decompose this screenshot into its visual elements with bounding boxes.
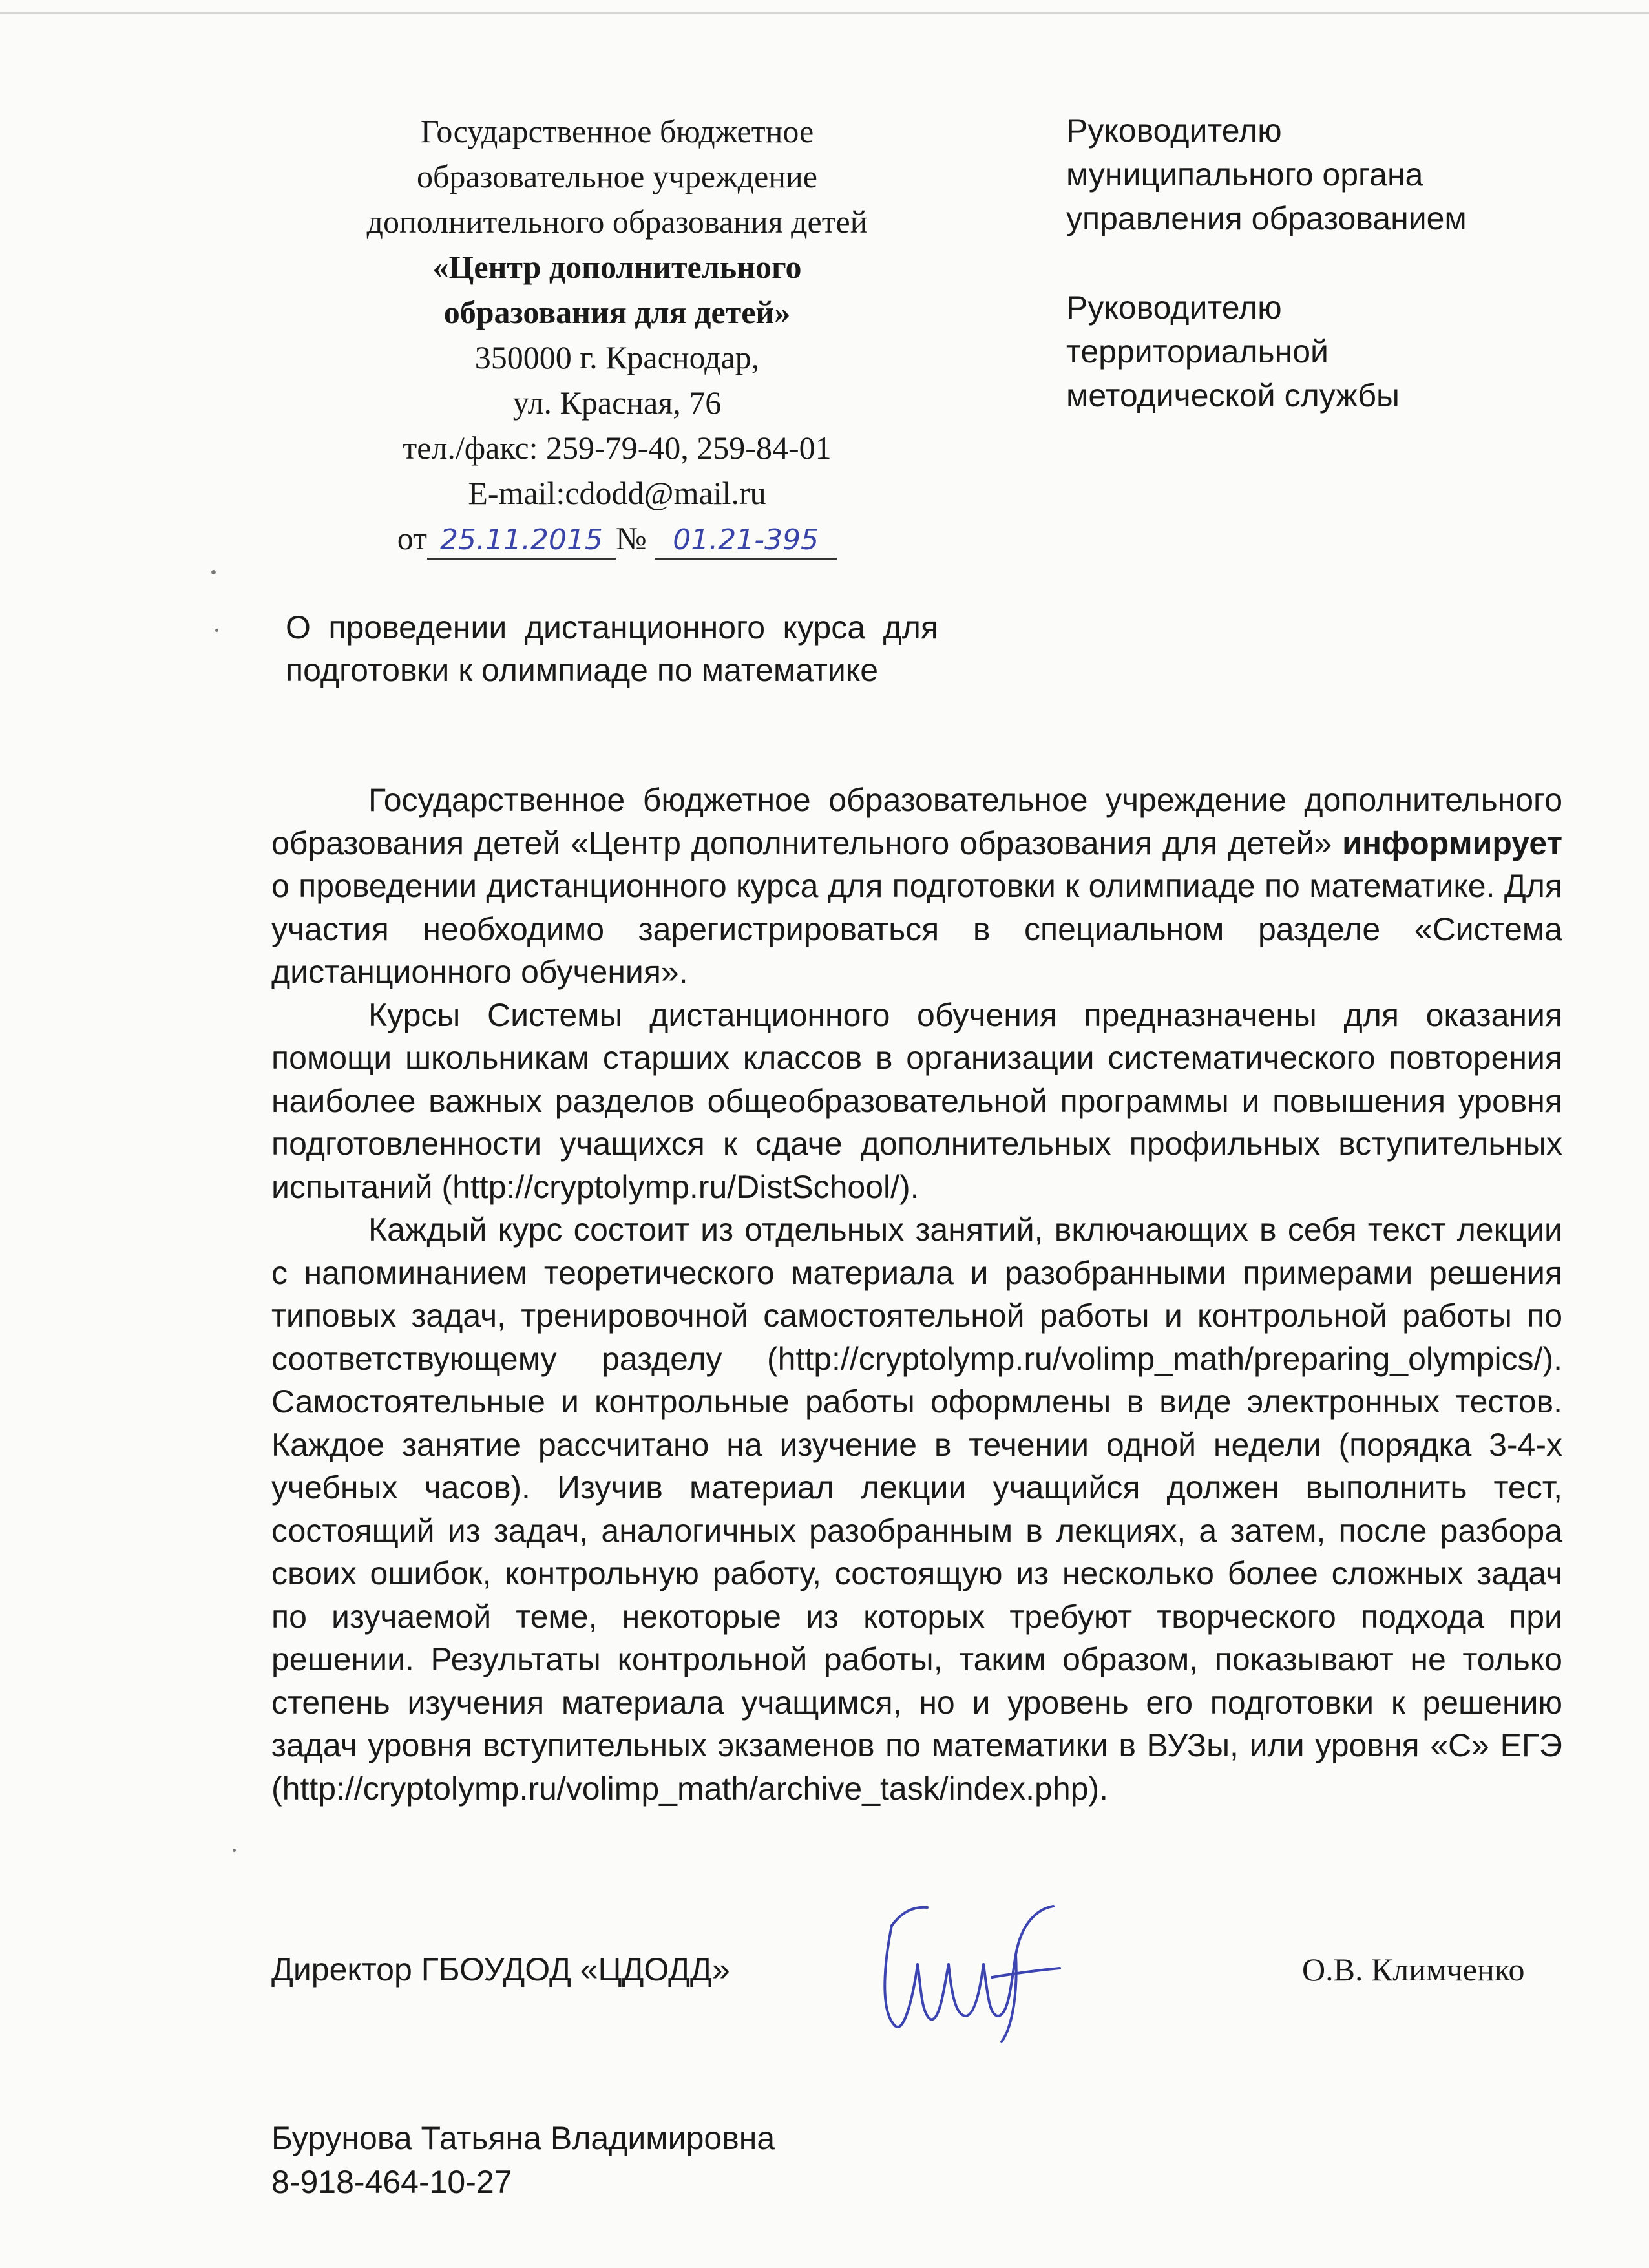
sender-email: E-mail:cdodd@mail.ru [468, 475, 766, 511]
addressee-line: Руководителю [1066, 289, 1282, 326]
sender-org-name: «Центр дополнительного [432, 249, 802, 285]
addressee-line: территориальной [1066, 333, 1329, 370]
sender-phone: тел./факс: 259-79-40, 259-84-01 [403, 430, 832, 466]
addressee-line: Руководителю [1066, 112, 1282, 149]
scan-speck [215, 629, 218, 632]
letter-subject: О проведении дистанционного курса для подготовки к олимпиаде по математике [286, 609, 938, 688]
body-paragraph: Каждый курс состоит из отдельных занятий, включающих в себя текст лекции с напоминанием теоретического материала и разобранными примерами решения типовых задач, тренировочной самостоятельной работы и контрольной работы по соответствующему разделу (http://cryptolymp.ru/volimp_math/preparing_olympics/). Самостоятельные и контрольные работы оформлены в виде электронных тестов. Каждое занятие рассчитано на изучение в течении одной недели (порядка 3-4-х учебных часов). Изучив материал лекции учащийся должен выполнить тест, состоящий из задач, аналогичных разобранным в лекциях, а затем, после разбора своих ошибок, контрольную работу, состоящую из несколько более сложных задач по изучаемой теме, некоторые из которых требуют творческого подхода при решении. Результаты контрольной работы, таким образом, показывают не только степень изучения материала учащимся, но и уровень его подготовки к решению задач уровня вступительных экзаменов по математики в ВУЗы, или уровня «С» ЕГЭ (http://cryptolymp.ru/volimp_math/archive_task/index.php). [271, 1212, 1562, 1807]
sender-block [246, 109, 989, 561]
body-paragraph: Курсы Системы дистанционного обучения предназначены для оказания помощи школьникам старших классов в организации систематического повторения наиболее важных разделов общеобразовательной программы и повышения уровня подготовленности учащихся к сдаче дополнительных профильных вступительных испытаний (http://cryptolymp.ru/DistSchool/). [271, 996, 1562, 1205]
registration-date: 25.11.2015 [427, 523, 616, 560]
executor-phone: 8-918-464-10-27 [271, 2164, 512, 2200]
registration-number-label: № [615, 520, 647, 556]
sender-address: ул. Красная, 76 [512, 384, 722, 421]
page-top-edge [0, 12, 1649, 14]
sender-org-name: образования для детей» [443, 294, 791, 330]
executor-block [271, 2116, 775, 2204]
executor-name: Бурунова Татьяна Владимировна [271, 2120, 775, 2156]
addressee-line: управления образованием [1066, 200, 1467, 236]
sender-address: 350000 г. Краснодар, [474, 339, 760, 375]
scan-speck [211, 570, 216, 574]
scan-speck [233, 1849, 236, 1852]
signer-role: Директор ГБОУДОД «ЦДОДД» [271, 1951, 730, 1988]
handwritten-signature [866, 1887, 1073, 2048]
addressee-line: муниципального органа [1066, 156, 1423, 193]
letter-body [271, 779, 1562, 1810]
bold-informs: информирует [1342, 824, 1562, 861]
sender-line: Государственное бюджетное [420, 113, 814, 149]
signer-name: О.В. Климченко [1302, 1951, 1525, 1988]
sender-line: образовательное учреждение [416, 158, 818, 194]
body-paragraph: Государственное бюджетное образовательное учреждение дополнительного образования детей «Центр дополнительного образования для детей» информирует о проведении дистанционного курса для подготовки к олимпиаде по математике. Для участия необходимо зарегистрироваться в специальном разделе «Система дистанционного обучения». [271, 782, 1562, 990]
registration-number: 01.21-395 [655, 523, 837, 560]
addressee-line: методической службы [1066, 377, 1400, 414]
addressee-block [1066, 109, 1518, 417]
registration-prefix: от [397, 520, 427, 556]
registration-line [246, 516, 989, 561]
sender-line: дополнительного образования детей [366, 204, 868, 240]
